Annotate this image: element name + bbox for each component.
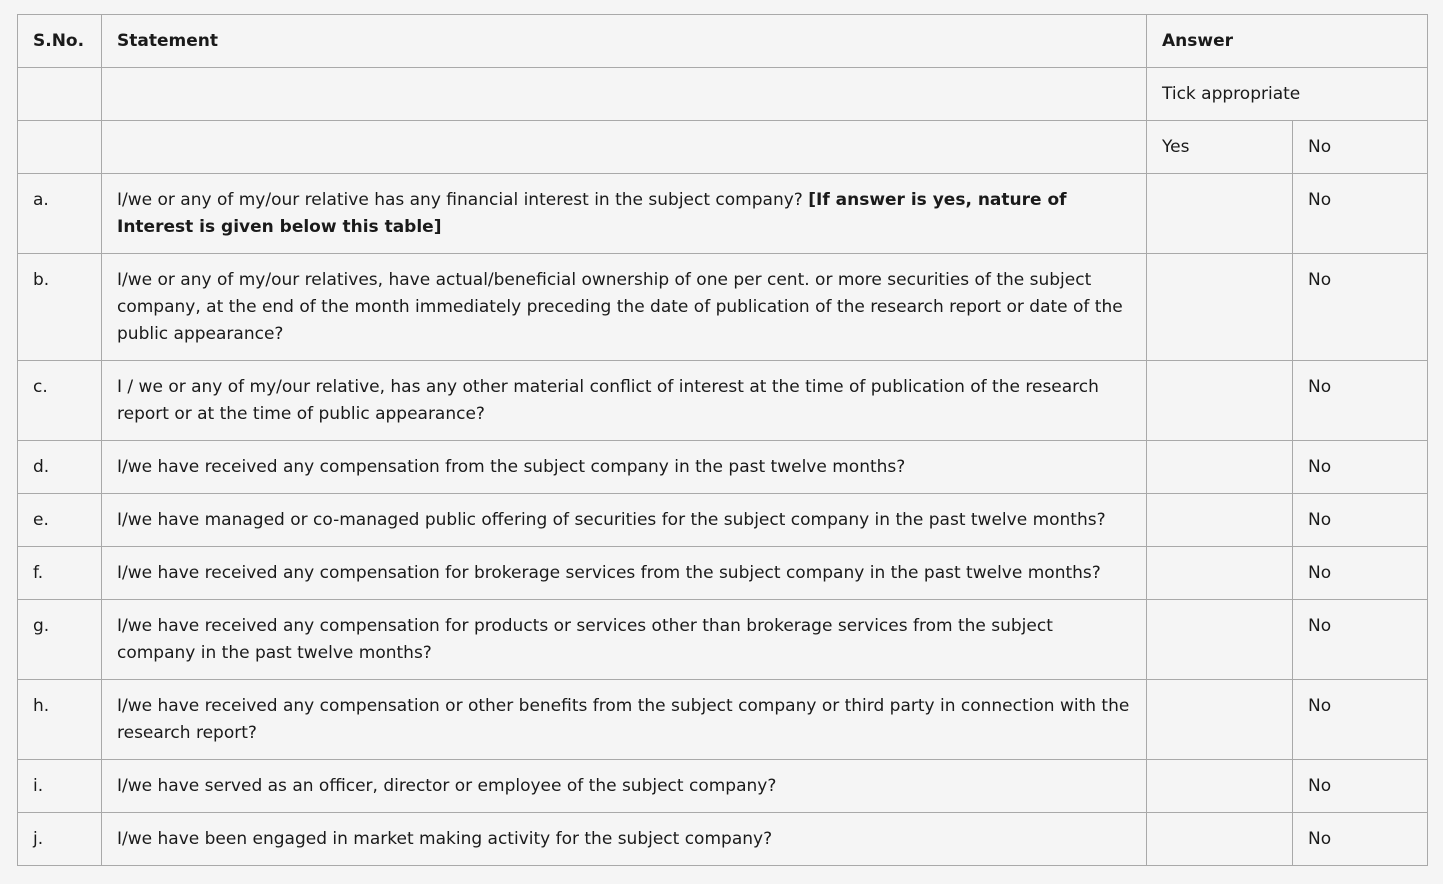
row-sno: b. <box>18 254 102 361</box>
empty-cell <box>102 121 1147 174</box>
empty-cell <box>18 121 102 174</box>
row-sno: j. <box>18 813 102 866</box>
table-row <box>18 254 1428 361</box>
row-yes-cell <box>1147 813 1293 866</box>
row-yes-cell <box>1147 494 1293 547</box>
table-row <box>18 441 1428 494</box>
row-sno: h. <box>18 680 102 760</box>
row-yes-cell <box>1147 441 1293 494</box>
header-row <box>18 15 1428 68</box>
table-row <box>18 813 1428 866</box>
row-statement: I/we have managed or co-managed public offering of securities for the subject company in the past twelve months? <box>102 494 1147 547</box>
row-no-cell: No <box>1293 361 1428 441</box>
row-statement: I / we or any of my/our relative, has any other material conflict of interest at the time of publication of the research report or at the time of public appearance? <box>102 361 1147 441</box>
row-statement: I/we have been engaged in market making activity for the subject company? <box>102 813 1147 866</box>
table-row <box>18 174 1428 254</box>
row-yes-cell <box>1147 361 1293 441</box>
row-yes-cell <box>1147 600 1293 680</box>
row-sno: g. <box>18 600 102 680</box>
row-yes-cell <box>1147 547 1293 600</box>
header-statement: Statement <box>102 15 1147 68</box>
empty-cell <box>18 68 102 121</box>
row-sno: f. <box>18 547 102 600</box>
row-sno: d. <box>18 441 102 494</box>
table-row <box>18 494 1428 547</box>
row-no-cell: No <box>1293 494 1428 547</box>
table-row <box>18 760 1428 813</box>
row-statement: I/we have received any compensation or other benefits from the subject company or third party in connection with the research report? <box>102 680 1147 760</box>
empty-cell <box>102 68 1147 121</box>
row-no-cell: No <box>1293 441 1428 494</box>
row-yes-cell <box>1147 680 1293 760</box>
row-no-cell: No <box>1293 760 1428 813</box>
row-statement: I/we have served as an officer, director or employee of the subject company? <box>102 760 1147 813</box>
row-no-cell: No <box>1293 600 1428 680</box>
tick-appropriate-label: Tick appropriate <box>1147 68 1428 121</box>
row-statement: I/we or any of my/our relatives, have actual/beneficial ownership of one per cent. or more securities of the subject company, at the end of the month immediately preceding the date of publication of the research report or date of the public appearance? <box>102 254 1147 361</box>
table-row <box>18 361 1428 441</box>
row-statement: I/we have received any compensation from the subject company in the past twelve months? <box>102 441 1147 494</box>
row-yes-cell <box>1147 174 1293 254</box>
yes-column-label: Yes <box>1147 121 1293 174</box>
table-row <box>18 600 1428 680</box>
statement-text: I/we or any of my/our relative has any financial interest in the subject company? <box>117 190 809 210</box>
row-no-cell: No <box>1293 680 1428 760</box>
no-column-label: No <box>1293 121 1428 174</box>
row-yes-cell <box>1147 254 1293 361</box>
subheader-row-tick <box>18 68 1428 121</box>
row-no-cell: No <box>1293 547 1428 600</box>
subheader-row-yes-no <box>18 121 1428 174</box>
row-statement: I/we have received any compensation for brokerage services from the subject company in the past twelve months? <box>102 547 1147 600</box>
header-answer: Answer <box>1147 15 1428 68</box>
row-sno: c. <box>18 361 102 441</box>
table-row <box>18 547 1428 600</box>
disclosure-table <box>17 14 1428 866</box>
table-row <box>18 680 1428 760</box>
row-sno: e. <box>18 494 102 547</box>
row-no-cell: No <box>1293 174 1428 254</box>
row-statement: I/we have received any compensation for products or services other than brokerage services from the subject company in the past twelve months? <box>102 600 1147 680</box>
row-no-cell: No <box>1293 813 1428 866</box>
header-sno: S.No. <box>18 15 102 68</box>
disclosure-table-container <box>17 14 1428 866</box>
row-sno: a. <box>18 174 102 254</box>
row-sno: i. <box>18 760 102 813</box>
row-yes-cell <box>1147 760 1293 813</box>
row-no-cell: No <box>1293 254 1428 361</box>
statement-note-bold: [If answer is yes, nature of Interest is given below this table] <box>117 190 1067 237</box>
row-statement <box>102 174 1147 254</box>
